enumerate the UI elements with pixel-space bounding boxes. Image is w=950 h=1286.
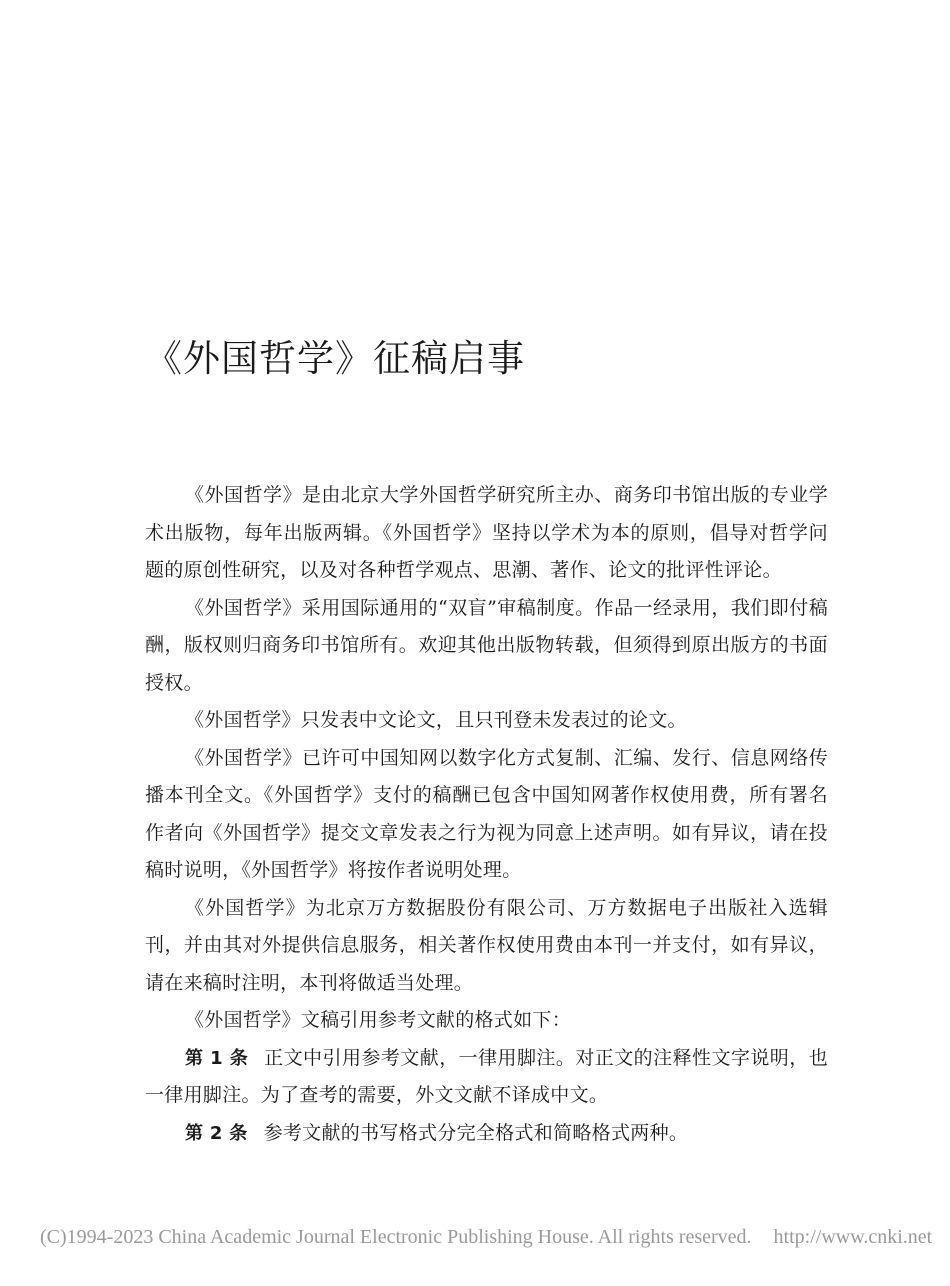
page-title: 《外国哲学》征稿启事 <box>145 337 525 380</box>
footer-url[interactable]: http://www.cnki.net <box>773 1226 933 1248</box>
article-2-text: 参考文献的书写格式分完全格式和简略格式两种。 <box>263 1121 689 1144</box>
article-1-text: 正文中引用参考文献，一律用脚注。对正文的注释性文字说明，也一律用脚注。为了查考的需要，外文文献不译成中文。 <box>145 1046 829 1106</box>
copyright-footer <box>40 1226 950 1249</box>
article-2-label: 第 2 条 <box>185 1122 248 1144</box>
article-1 <box>145 1040 828 1115</box>
copyright-text: (C)1994-2023 China Academic Journal Electronic Publishing House. All rights reserved. <box>40 1226 752 1248</box>
article-1-label: 第 1 条 <box>185 1047 249 1069</box>
paragraph-intro: 《外国哲学》是由北京大学外国哲学研究所主办、商务印书馆出版的专业学术出版物，每年出版两辑。《外国哲学》坚持以学术为本的原则，倡导对哲学问题的原创性研究，以及对各种哲学观点、思潮、著作、论文的批评性评论。 <box>145 484 828 581</box>
article-2 <box>145 1115 828 1153</box>
paragraph-wanfang: 《外国哲学》为北京万方数据股份有限公司、万方数据电子出版社入选辑刊，并由其对外提供信息服务，相关著作权使用费由本刊一并支付，如有异议，请在来稿时注明，本刊将做适当处理。 <box>145 896 828 994</box>
paragraph-citation-intro: 《外国哲学》文稿引用参考文献的格式如下： <box>185 1009 572 1031</box>
body-text <box>145 477 828 1152</box>
paragraph-language: 《外国哲学》只发表中文论文，且只刊登未发表过的论文。 <box>185 709 687 731</box>
paragraph-cnki: 《外国哲学》已许可中国知网以数字化方式复制、汇编、发行、信息网络传播本刊全文。《外国哲学》支付的稿酬已包含中国知网著作权使用费，所有署名作者向《外国哲学》提交文章发表之行为视为同意上述声明。如有异议，请在投稿时说明，《外国哲学》将按作者说明处理。 <box>145 746 828 881</box>
paragraph-review: 《外国哲学》采用国际通用的“双盲”审稿制度。作品一经录用，我们即付稿酬，版权则归商务印书馆所有。欢迎其他出版物转载，但须得到原出版方的书面授权。 <box>145 596 828 694</box>
